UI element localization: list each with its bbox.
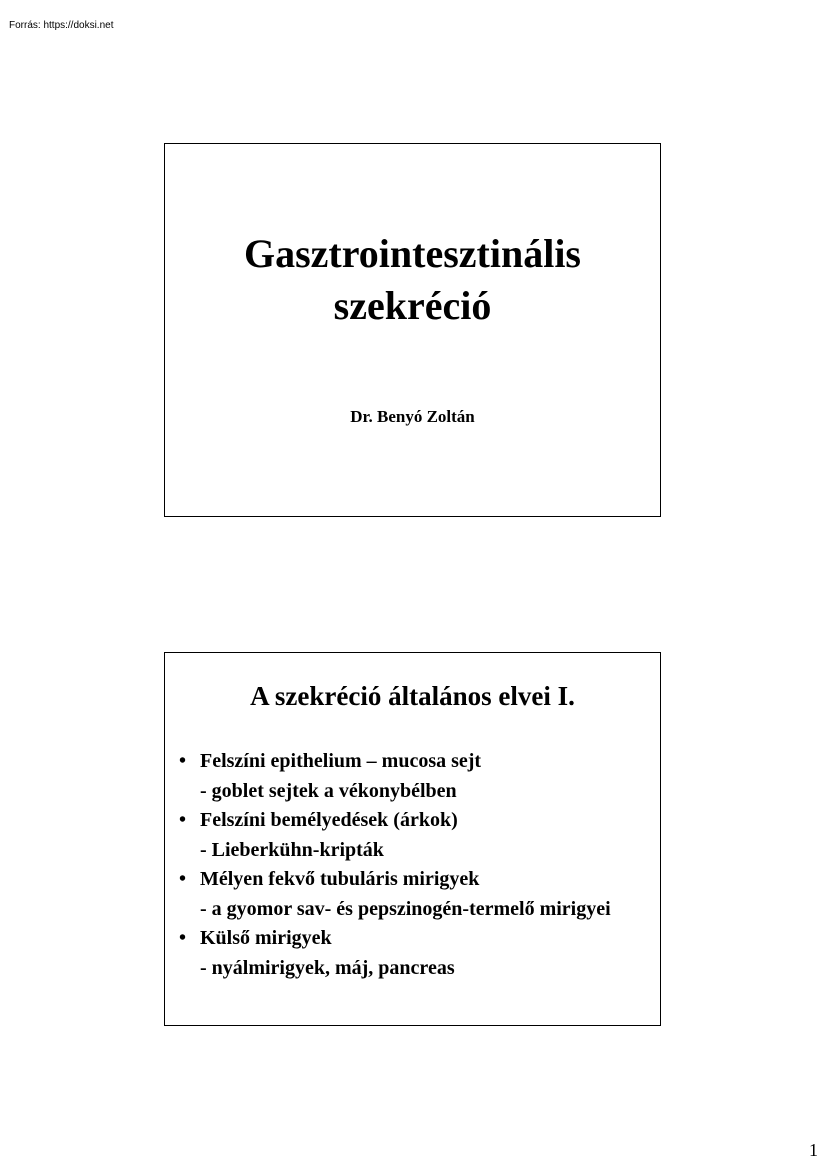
bullet-list bbox=[179, 747, 611, 983]
bullet-item bbox=[179, 865, 611, 924]
page-number: 1 bbox=[809, 1140, 818, 1160]
slide-principles bbox=[164, 652, 661, 1026]
bullet-item bbox=[179, 747, 611, 806]
bullet-sub-text: - Lieberkühn-kripták bbox=[200, 838, 384, 861]
slide-main-title bbox=[165, 228, 660, 332]
bullet-main-text: Felszíni bemélyedések (árkok) bbox=[200, 809, 458, 831]
bullet-item bbox=[179, 924, 611, 983]
source-url-text: Forrás: https://doksi.net bbox=[9, 20, 114, 31]
bullet-sub-text: - a gyomor sav- és pepszinogén-termelő mirigyei bbox=[200, 897, 611, 920]
bullet-item bbox=[179, 806, 611, 865]
bullet-icon: • bbox=[179, 868, 187, 890]
slide-title bbox=[164, 143, 661, 517]
title-line-2: szekréció bbox=[333, 283, 492, 328]
bullet-icon: • bbox=[179, 809, 187, 831]
bullet-main-text: Külső mirigyek bbox=[200, 927, 332, 949]
bullet-main-text: Felszíni epithelium – mucosa sejt bbox=[200, 750, 482, 772]
bullet-icon: • bbox=[179, 750, 187, 772]
title-line-1: Gasztrointesztinális bbox=[243, 231, 581, 276]
author-name: Dr. Benyó Zoltán bbox=[350, 407, 475, 426]
slide-heading: A szekréció általános elvei I. bbox=[250, 681, 575, 711]
bullet-main-text: Mélyen fekvő tubuláris mirigyek bbox=[200, 868, 480, 890]
bullet-sub-text: - goblet sejtek a vékonybélben bbox=[200, 779, 457, 802]
bullet-sub-text: - nyálmirigyek, máj, pancreas bbox=[200, 956, 455, 979]
bullet-icon: • bbox=[179, 927, 187, 949]
